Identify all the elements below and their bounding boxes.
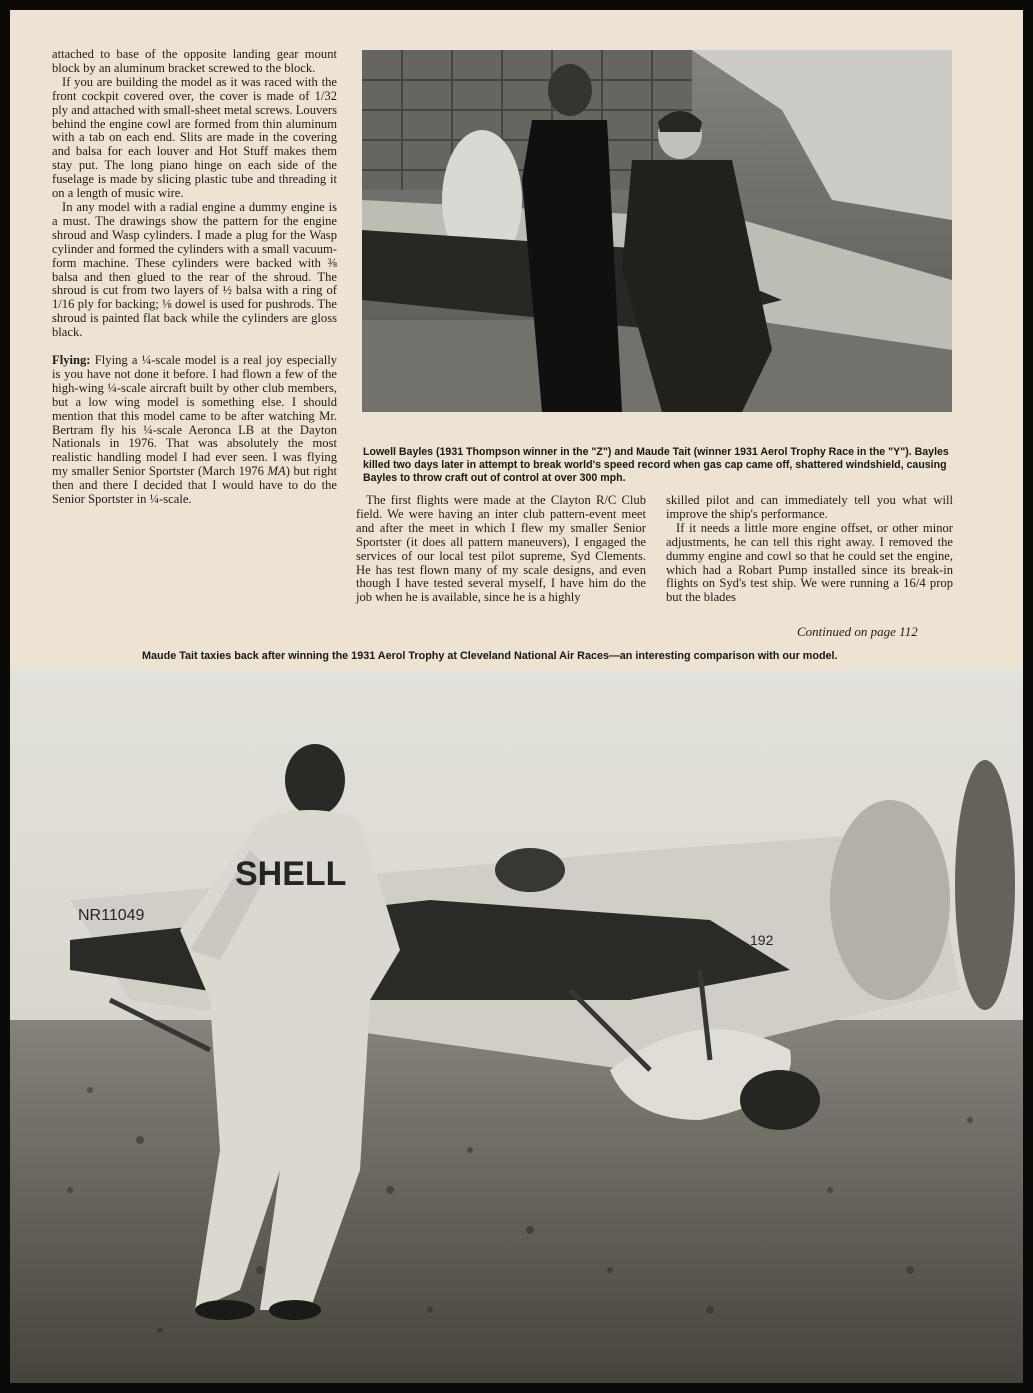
paragraph: attached to base of the opposite landing gear mount block by an aluminum bracket screwed to the block. [52,47,337,75]
continued-note: Continued on page 112 [797,624,918,639]
bottom-photo [10,670,1023,1383]
bottom-photo-image [10,670,1023,1383]
paragraph: If it needs a little more engine offset, or other minor adjustments, he can tell this right away. I removed the dummy engine and cowl so that he could set the engine, which had a Robart Pump installed since its break-in flights on Syd's test ship. We were running a 16/4 prop but the blades [666,520,953,605]
section-head-flying: Flying: [52,353,91,368]
text-column-3 [666,494,953,605]
paragraph-text: ) but right then and there I decided that I would have to do the Senior Sportster in ¼-scale. [52,464,337,507]
magazine-abbrev: MA [267,464,286,479]
paragraph: The first flights were made at the Clayton R/C Club field. We were having an inter club pattern-event meet and after the meet in which I flew my smaller Senior Sportster (it does all pattern maneuvers), I engaged the services of our local test pilot supreme, Syd Clements. He has test flown many of my scale designs, and even though I have tested several myself, I have him do the job when he is available, since he is a highly [356,493,646,605]
text-column-2 [356,494,646,605]
paragraph: In any model with a radial engine a dummy engine is a must. The drawings show the pattern for the engine shroud and Wasp cylinders. I made a plug for the Wasp cylinder and formed the cylinders with a small vacuum-form machine. These cylinders were backed with ⅜ balsa and then glued to the rear of the shroud. The shroud is cut from two layers of ½ balsa with a ring of 1/16 ply for backing; ⅛ dowel is used for pushrods. The shroud is painted flat back while the cylinders are gloss black. [52,199,337,340]
paragraph-text: Flying a ¼-scale model is a real joy especially is you have not done it before. I had flown a few of the high-wing ¼-scale aircraft built by other club members, but a low wing model is something else. I should mention that this model came to be after watching Mr. Bertram fly his ¼-scale Aeronca LB at the Dayton Nationals in 1976. That was absolutely the most realistic handling model I had ever seen. I was flying my smaller Senior Sportster (March 1976 [52,353,337,479]
top-photo-caption: Lowell Bayles (1931 Thompson winner in the "Z") and Maude Tait (winner 1931 Aerol Trophy Race in the "Y"). Bayles killed two days later in attempt to break world's speed record when gas cap came off, shattered windshield, causing Bayles to throw craft out of control at over 300 mph. [363,446,949,484]
text-column-1 [52,48,337,507]
top-photo-image [362,50,952,412]
shirt-lettering: SHELL [235,855,347,893]
paragraph: skilled pilot and can immediately tell you what will improve the ship's performance. [666,493,953,521]
top-photo [362,50,952,412]
bottom-photo-caption: Maude Tait taxies back after winning the 1931 Aerol Trophy at Cleveland National Air Races—an interesting comparison with our model. [142,650,838,662]
magazine-page [10,10,1023,1383]
cowl-number: 192 [750,932,774,948]
paragraph-flying [52,354,337,507]
paragraph: If you are building the model as it was raced with the front cockpit covered over, the cover is made of 1/32 ply and attached with small-sheet metal screws. Louvers behind the engine cowl are formed from thin aluminum with a tab on each end. Slits are made in the covering and balsa for each louver and Hot Stuff makes them stay put. The long piano hinge on each side of the fuselage is made by slicing plastic tube and threading it on a length of music wire. [52,74,337,201]
aircraft-registration: NR11049 [78,907,145,924]
